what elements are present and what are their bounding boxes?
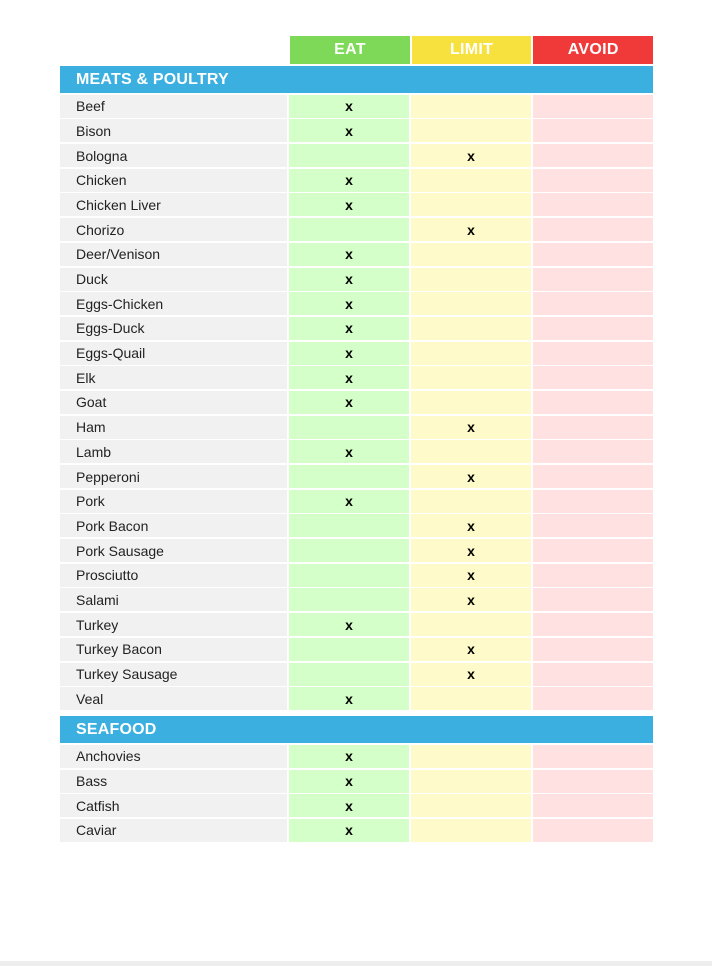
limit-cell [411, 119, 531, 142]
food-row [60, 663, 653, 686]
section-gap [60, 710, 653, 714]
avoid-cell [533, 638, 653, 661]
eat-cell [289, 663, 409, 686]
limit-cell [411, 613, 531, 636]
food-name: Chicken Liver [60, 193, 287, 216]
food-row [60, 317, 653, 340]
food-row [60, 794, 653, 817]
column-header-limit: LIMIT [412, 36, 532, 64]
food-name: Eggs-Chicken [60, 292, 287, 315]
limit-cell: x [411, 564, 531, 587]
food-row [60, 514, 653, 537]
food-row [60, 193, 653, 216]
eat-cell [289, 416, 409, 439]
limit-cell [411, 440, 531, 463]
eat-cell: x [289, 613, 409, 636]
limit-cell: x [411, 416, 531, 439]
eat-cell: x [289, 687, 409, 710]
avoid-cell [533, 770, 653, 793]
food-name: Veal [60, 687, 287, 710]
food-name: Bass [60, 770, 287, 793]
limit-cell [411, 366, 531, 389]
avoid-cell [533, 514, 653, 537]
eat-cell: x [289, 243, 409, 266]
food-row [60, 391, 653, 414]
food-name: Chorizo [60, 218, 287, 241]
avoid-cell [533, 95, 653, 118]
avoid-cell [533, 745, 653, 768]
food-row [60, 366, 653, 389]
food-name: Bison [60, 119, 287, 142]
limit-cell: x [411, 663, 531, 686]
eat-cell: x [289, 193, 409, 216]
eat-cell: x [289, 268, 409, 291]
avoid-cell [533, 391, 653, 414]
eat-cell: x [289, 794, 409, 817]
food-row [60, 292, 653, 315]
avoid-cell [533, 292, 653, 315]
food-row [60, 243, 653, 266]
food-row [60, 119, 653, 142]
avoid-cell [533, 193, 653, 216]
food-name: Eggs-Duck [60, 317, 287, 340]
eat-cell: x [289, 490, 409, 513]
column-header-spacer [60, 36, 288, 64]
page-bottom-edge [0, 961, 712, 966]
food-name: Deer/Venison [60, 243, 287, 266]
avoid-cell [533, 613, 653, 636]
food-name: Turkey Sausage [60, 663, 287, 686]
limit-cell [411, 687, 531, 710]
food-row [60, 564, 653, 587]
food-row [60, 144, 653, 167]
avoid-cell [533, 794, 653, 817]
food-row [60, 342, 653, 365]
food-name: Duck [60, 268, 287, 291]
eat-cell: x [289, 342, 409, 365]
food-name: Catfish [60, 794, 287, 817]
sections [60, 66, 653, 842]
eat-cell [289, 638, 409, 661]
eat-cell: x [289, 770, 409, 793]
avoid-cell [533, 366, 653, 389]
limit-cell: x [411, 144, 531, 167]
column-header-row [60, 36, 653, 64]
food-row [60, 687, 653, 710]
section-header: MEATS & POULTRY [60, 66, 653, 93]
food-row [60, 638, 653, 661]
avoid-cell [533, 243, 653, 266]
eat-cell: x [289, 366, 409, 389]
column-header-avoid: AVOID [533, 36, 653, 64]
food-name: Turkey [60, 613, 287, 636]
food-row [60, 95, 653, 118]
limit-cell [411, 770, 531, 793]
food-row [60, 770, 653, 793]
food-row [60, 268, 653, 291]
limit-cell [411, 819, 531, 842]
eat-cell [289, 588, 409, 611]
food-name: Salami [60, 588, 287, 611]
food-name: Pork [60, 490, 287, 513]
food-name: Anchovies [60, 745, 287, 768]
avoid-cell [533, 440, 653, 463]
eat-cell [289, 539, 409, 562]
limit-cell [411, 342, 531, 365]
food-name: Pepperoni [60, 465, 287, 488]
food-row [60, 169, 653, 192]
food-row [60, 490, 653, 513]
food-row [60, 440, 653, 463]
food-name: Lamb [60, 440, 287, 463]
food-name: Ham [60, 416, 287, 439]
eat-cell [289, 218, 409, 241]
limit-cell: x [411, 514, 531, 537]
food-row [60, 745, 653, 768]
limit-cell [411, 169, 531, 192]
food-row [60, 416, 653, 439]
avoid-cell [533, 119, 653, 142]
food-name: Prosciutto [60, 564, 287, 587]
avoid-cell [533, 317, 653, 340]
limit-cell [411, 193, 531, 216]
food-name: Pork Sausage [60, 539, 287, 562]
food-name: Pork Bacon [60, 514, 287, 537]
food-name: Caviar [60, 819, 287, 842]
food-name: Chicken [60, 169, 287, 192]
limit-cell: x [411, 539, 531, 562]
avoid-cell [533, 169, 653, 192]
limit-cell: x [411, 588, 531, 611]
food-name: Bologna [60, 144, 287, 167]
eat-cell [289, 465, 409, 488]
avoid-cell [533, 268, 653, 291]
eat-cell: x [289, 119, 409, 142]
food-name: Turkey Bacon [60, 638, 287, 661]
avoid-cell [533, 218, 653, 241]
food-row [60, 588, 653, 611]
limit-cell [411, 95, 531, 118]
eat-cell: x [289, 391, 409, 414]
food-row [60, 539, 653, 562]
avoid-cell [533, 588, 653, 611]
food-name: Elk [60, 366, 287, 389]
eat-cell: x [289, 745, 409, 768]
avoid-cell [533, 465, 653, 488]
eat-cell: x [289, 440, 409, 463]
avoid-cell [533, 342, 653, 365]
limit-cell: x [411, 465, 531, 488]
avoid-cell [533, 144, 653, 167]
limit-cell [411, 794, 531, 817]
food-row [60, 819, 653, 842]
eat-cell: x [289, 169, 409, 192]
limit-cell [411, 243, 531, 266]
column-header-eat: EAT [290, 36, 410, 64]
food-name: Eggs-Quail [60, 342, 287, 365]
limit-cell [411, 490, 531, 513]
limit-cell [411, 317, 531, 340]
food-chart [60, 36, 653, 842]
limit-cell [411, 292, 531, 315]
food-row [60, 465, 653, 488]
limit-cell: x [411, 218, 531, 241]
food-name: Beef [60, 95, 287, 118]
avoid-cell [533, 564, 653, 587]
limit-cell [411, 268, 531, 291]
limit-cell: x [411, 638, 531, 661]
limit-cell [411, 745, 531, 768]
avoid-cell [533, 490, 653, 513]
avoid-cell [533, 539, 653, 562]
avoid-cell [533, 687, 653, 710]
eat-cell: x [289, 819, 409, 842]
eat-cell: x [289, 317, 409, 340]
avoid-cell [533, 663, 653, 686]
food-row [60, 218, 653, 241]
eat-cell [289, 514, 409, 537]
eat-cell: x [289, 95, 409, 118]
avoid-cell [533, 416, 653, 439]
limit-cell [411, 391, 531, 414]
section-header: SEAFOOD [60, 716, 653, 743]
avoid-cell [533, 819, 653, 842]
eat-cell [289, 564, 409, 587]
food-row [60, 613, 653, 636]
eat-cell [289, 144, 409, 167]
eat-cell: x [289, 292, 409, 315]
food-name: Goat [60, 391, 287, 414]
